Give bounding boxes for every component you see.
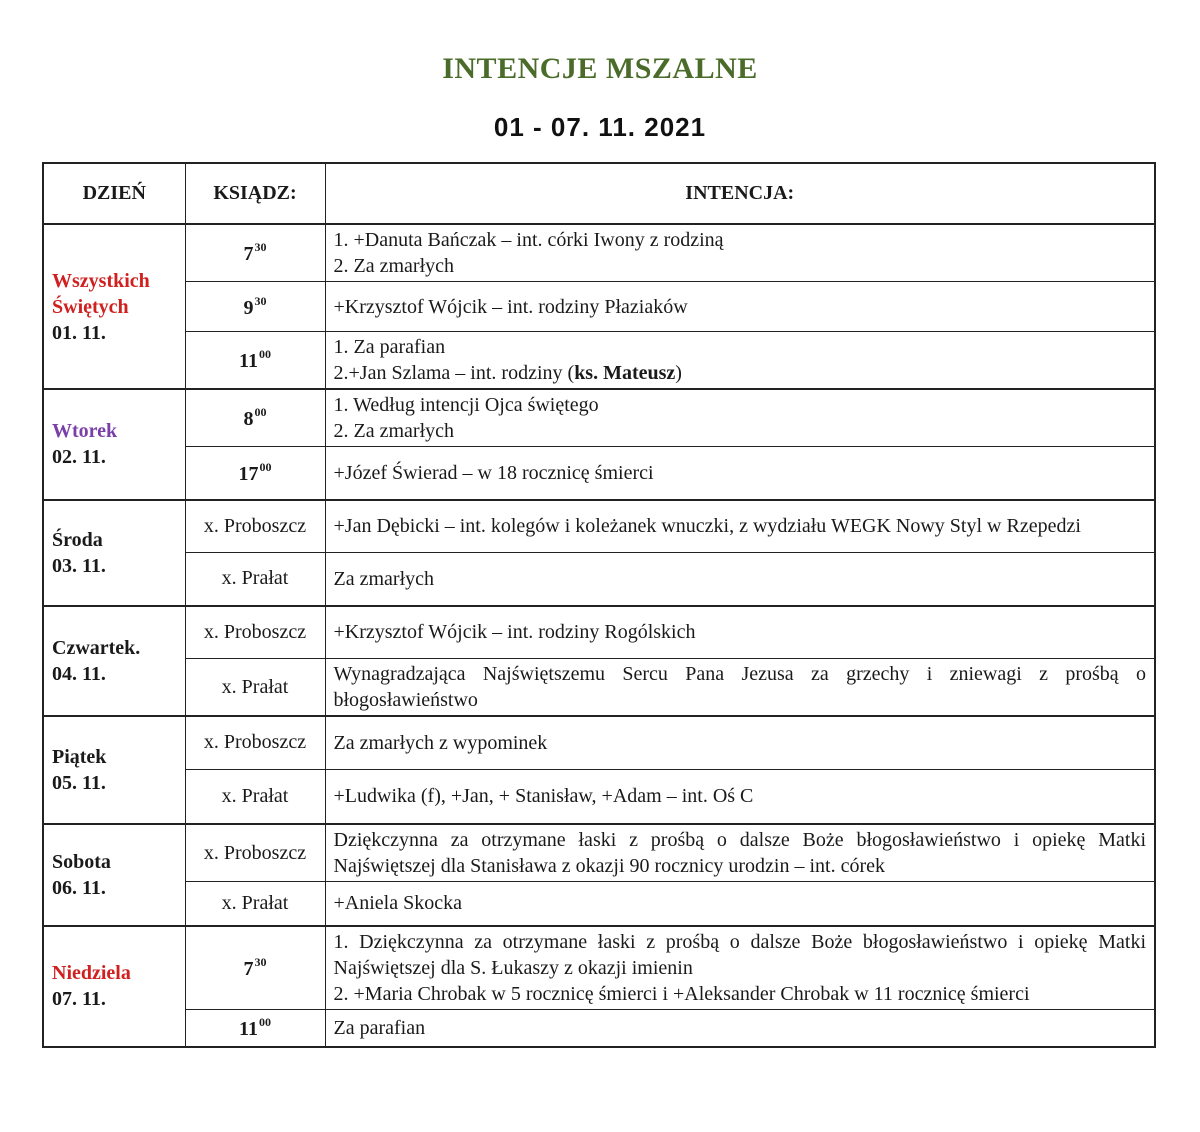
header-intention: INTENCJA: — [325, 163, 1155, 224]
mass-intentions-table — [42, 162, 1156, 1048]
day-name: Sobota — [52, 850, 111, 873]
header-row — [43, 163, 1155, 224]
table-row — [43, 606, 1155, 659]
intention-cell: +Krzysztof Wójcik – int. rodziny Rogólskich — [325, 606, 1155, 659]
intention-cell: 1. Dziękczynna za otrzymane łaski z prośbą o dalsze Boże błogosławieństwo i opiekę Matki Najświętszej dla S. Łukaszy z okazji imienin 2. +Maria Chrobak w 5 rocznicę śmierci i +Aleksander Chrobak w 11 rocznicę śmierci — [325, 926, 1155, 1010]
table-row — [43, 224, 1155, 282]
table-row — [43, 824, 1155, 882]
day-date: 07. 11. — [52, 988, 106, 1011]
table-row — [43, 553, 1155, 606]
mass-time: $8^{00}$ — [185, 389, 325, 447]
intention-cell: Za zmarłych z wypominek — [325, 716, 1155, 769]
day-date: 02. 11. — [52, 446, 106, 469]
table-row — [43, 769, 1155, 824]
table-row — [43, 389, 1155, 447]
priest-cell: x. Proboszcz — [185, 606, 325, 659]
table-row — [43, 716, 1155, 769]
day-group-2 — [43, 389, 1155, 500]
priest-name-bold: ks. Mateusz — [574, 362, 676, 384]
table-row — [43, 282, 1155, 332]
day-name: Niedziela — [52, 962, 131, 985]
intention-cell: Wynagradzająca Najświętszemu Sercu Pana Jezusa za grzechy i zniewagi z prośbą o błogosławieństwo — [325, 659, 1155, 717]
day-group-4 — [43, 606, 1155, 717]
table-row — [43, 926, 1155, 1010]
day-cell — [43, 926, 185, 1048]
priest-cell: x. Prałat — [185, 659, 325, 717]
intention-cell: Dziękczynna za otrzymane łaski z prośbą o dalsze Boże błogosławieństwo i opiekę Matki Najświętszej dla Stanisława z okazji 90 rocznicy urodzin – int. córek — [325, 824, 1155, 882]
day-date: 05. 11. — [52, 772, 106, 794]
table-row — [43, 332, 1155, 390]
day-name: Środa — [52, 528, 103, 551]
document-title: INTENCJE MSZALNE — [442, 52, 758, 85]
table-row — [43, 500, 1155, 553]
intention-cell: 1. +Danuta Bańczak – int. córki Iwony z rodziną 2. Za zmarłych — [325, 224, 1155, 282]
day-name: Piątek — [52, 746, 107, 768]
intention-cell: +Jan Dębicki – int. kolegów i koleżanek wnuczki, z wydziału WEGK Nowy Styl w Rzepedzi — [325, 500, 1155, 553]
day-cell — [43, 389, 185, 500]
intention-cell: +Krzysztof Wójcik – int. rodziny Płaziaków — [325, 282, 1155, 332]
day-cell — [43, 500, 185, 606]
intention-cell: 1. Według intencji Ojca świętego 2. Za zmarłych — [325, 389, 1155, 447]
mass-time: $7^{30}$ — [185, 926, 325, 1010]
priest-cell: x. Proboszcz — [185, 824, 325, 882]
day-name: Czwartek. — [52, 636, 141, 659]
priest-cell: x. Proboszcz — [185, 716, 325, 769]
day-cell — [43, 824, 185, 926]
intention-cell: +Józef Świerad – w 18 rocznicę śmierci — [325, 447, 1155, 500]
day-cell — [43, 224, 185, 389]
header-day: DZIEŃ — [43, 163, 185, 224]
intention-cell: 1. Za parafian 2.+Jan Szlama – int. rodziny (ks. Mateusz) — [325, 332, 1155, 390]
day-cell — [43, 606, 185, 717]
mass-time: $11^{00}$ — [185, 332, 325, 390]
day-date: 01. 11. — [52, 321, 106, 344]
priest-cell: x. Prałat — [185, 553, 325, 606]
intention-cell: Za parafian — [325, 1009, 1155, 1047]
priest-cell: x. Prałat — [185, 769, 325, 824]
table-row — [43, 882, 1155, 926]
day-group-3 — [43, 500, 1155, 606]
mass-time: $11^{00}$ — [185, 1009, 325, 1047]
mass-time: $9^{30}$ — [185, 282, 325, 332]
mass-time: $7^{30}$ — [185, 224, 325, 282]
day-group-1 — [43, 224, 1155, 389]
day-date: 04. 11. — [52, 662, 106, 685]
priest-cell: x. Prałat — [185, 882, 325, 926]
priest-cell: x. Proboszcz — [185, 500, 325, 553]
mass-time: $17^{00}$ — [185, 447, 325, 500]
intention-cell: +Ludwika (f), +Jan, + Stanisław, +Adam – int. Oś C — [325, 769, 1155, 824]
day-name: Wtorek — [52, 420, 118, 443]
day-date: 03. 11. — [52, 554, 106, 577]
day-name: Wszystkich Świętych — [52, 269, 150, 318]
table-row — [43, 447, 1155, 500]
document-dates: 01 - 07. 11. 2021 — [493, 112, 707, 142]
day-group-6 — [43, 824, 1155, 926]
table-row — [43, 659, 1155, 717]
header-priest: KSIĄDZ: — [185, 163, 325, 224]
day-cell — [43, 716, 185, 824]
intention-cell: +Aniela Skocka — [325, 882, 1155, 926]
table-row — [43, 1009, 1155, 1047]
intention-cell: Za zmarłych — [325, 553, 1155, 606]
day-group-7 — [43, 926, 1155, 1048]
day-group-5 — [43, 716, 1155, 824]
day-date: 06. 11. — [52, 876, 106, 899]
